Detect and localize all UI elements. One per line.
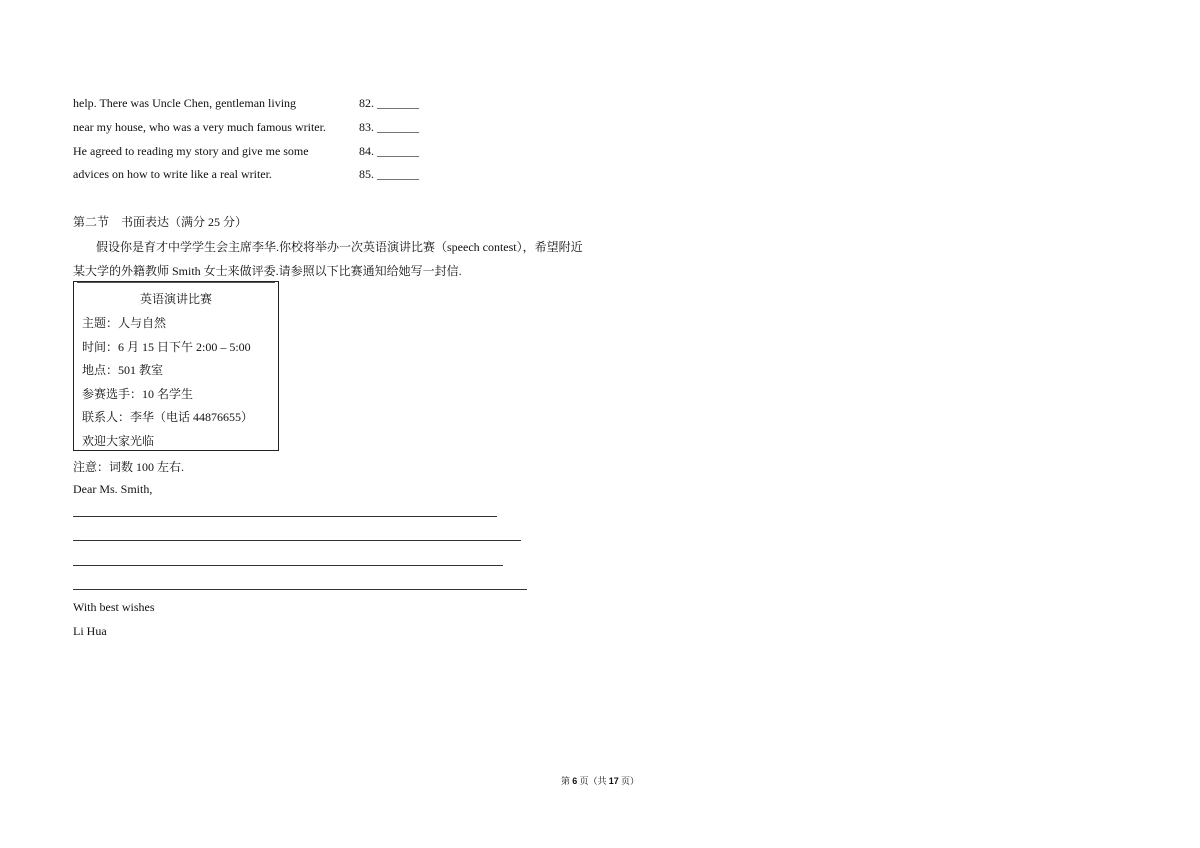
answer-blank-83[interactable]: 83. _______ xyxy=(359,120,419,134)
notice-contact: 联系人：李华（电话 44876655） xyxy=(82,410,254,424)
footer-middle: 页（共 xyxy=(577,776,609,786)
notice-contestants: 参赛选手：10 名学生 xyxy=(82,387,194,401)
signature: Li Hua xyxy=(73,624,107,638)
notice-welcome: 欢迎大家光临 xyxy=(82,434,155,448)
footer-prefix: 第 xyxy=(560,776,573,786)
footer-total-pages: 17 xyxy=(608,776,619,786)
footer-page-number: 6 xyxy=(572,776,578,786)
notice-title: 英语演讲比赛 xyxy=(139,292,212,306)
writing-line-2[interactable] xyxy=(73,540,521,541)
notice-location: 地点：501 教室 xyxy=(82,363,164,377)
error-line-85: advices on how to write like a real writer. xyxy=(73,167,272,181)
page-footer xyxy=(0,774,1200,787)
error-line-84: He agreed to reading my story and give me some xyxy=(73,144,309,158)
notice-top-rule xyxy=(77,282,275,283)
writing-line-3[interactable] xyxy=(73,565,503,566)
footer-suffix: 页） xyxy=(618,776,640,786)
prompt-line-2: 某大学的外籍教师 Smith 女士来做评委.请参照以下比赛通知给她写一封信. xyxy=(73,264,462,278)
notice-topic: 主题：人与自然 xyxy=(82,316,167,330)
closing: With best wishes xyxy=(73,600,155,614)
section-title: 第二节 书面表达（满分 25 分） xyxy=(73,215,248,229)
answer-blank-82[interactable]: 82. _______ xyxy=(359,96,419,110)
writing-line-1[interactable] xyxy=(73,516,497,517)
prompt-line-1: 假设你是育才中学学生会主席李华.你校将举办一次英语演讲比赛（speech contest），希望附近 xyxy=(96,240,583,254)
word-count-note: 注意：词数 100 左右. xyxy=(73,460,185,474)
notice-time: 时间：6 月 15 日下午 2:00 – 5:00 xyxy=(82,340,251,354)
writing-line-4[interactable] xyxy=(73,589,527,590)
error-line-82: help. There was Uncle Chen, gentleman living xyxy=(73,96,297,110)
notice-box xyxy=(73,281,279,451)
answer-blank-84[interactable]: 84. _______ xyxy=(359,144,419,158)
salutation: Dear Ms. Smith, xyxy=(73,482,153,496)
answer-blank-85[interactable]: 85. _______ xyxy=(359,167,419,181)
error-line-83: near my house, who was a very much famous writer. xyxy=(73,120,326,134)
